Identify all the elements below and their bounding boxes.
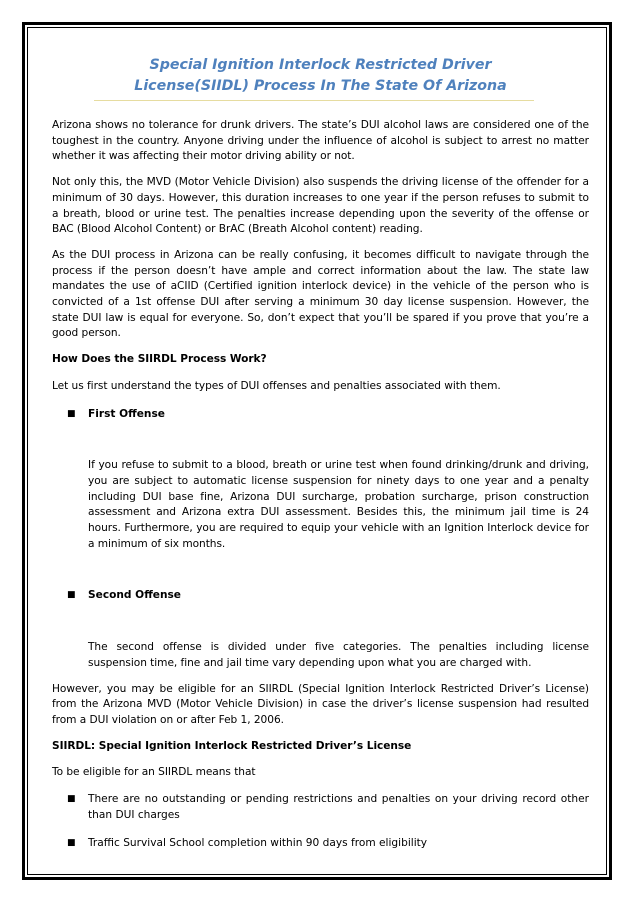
bullet-first-offense [52,407,589,423]
bullet-first-offense-label: First Offense [88,407,165,420]
paragraph-mvd: Not only this, the MVD (Motor Vehicle Division) also suspends the driving license of the offender for a minimum of 30 days. However, this duration increases to one year if the person refuses to submit to a breath, blood or urine test. The penalties increase depending upon the severity of the offense or BAC (Blood Alcohol Content) or BrAC (Breath Alcohol content) reading. [52,176,589,236]
paragraph-eligible-means: To be eligible for an SIIRDL means that [52,766,256,779]
document-title [52,55,589,100]
bullet-square-icon: ■ [67,837,76,848]
bullet-no-restrictions-text: There are no outstanding or pending restrictions and penalties on your driving record other than DUI charges [88,793,589,821]
paragraph-dui-process: As the DUI process in Arizona can be really confusing, it becomes difficult to navigate through the process if the person doesn’t have ample and correct information about the law. The state law mandates the use of aCIID (Certified ignition interlock device) in the vehicle of the person who is convicted of a 1st offense DUI after serving a minimum 30 day license suspension. However, the state DUI law is equal for everyone. So, don’t expect that you’ll be spared if you prove that you’re a good person. [52,248,589,340]
bullet-traffic-school-text: Traffic Survival School completion within 90 days from eligibility [88,836,428,849]
heading-siirdl-process: How Does the SIIRDL Process Work? [52,353,267,366]
bullet-square-icon: ■ [67,408,76,419]
bullet-second-offense [52,588,589,604]
paragraph-offense-types: Let us first understand the types of DUI offenses and penalties associated with them. [52,379,501,392]
bullet-square-icon: ■ [67,590,76,601]
title-underline [94,100,534,101]
paragraph-siirdl-eligibility: However, you may be eligible for an SIIRDL (Special Ignition Interlock Restricted Driver’s License) from the Arizona MVD (Motor Vehicle Division) in case the driver’s license suspension had resulted from a DUI violation on or after Feb 1, 2006. [52,682,589,726]
heading-siirdl-definition: SIIRDL: Special Ignition Interlock Restricted Driver’s License [52,739,412,752]
bullet-square-icon: ■ [67,794,76,805]
bullet-traffic-school [52,836,589,852]
paragraph-second-offense: The second offense is divided under five categories. The penalties including license suspension time, fine and jail time vary depending upon what you are charged with. [88,641,589,669]
document-body [52,55,589,851]
title-line-1: Special Ignition Interlock Restricted Driver [149,57,492,73]
bullet-no-restrictions [52,792,589,823]
title-line-2: License(SIIDL) Process In The State Of Arizona [134,78,507,94]
paragraph-first-offense: If you refuse to submit to a blood, breath or urine test when found drinking/drunk and driving, you are subject to automatic license suspension for ninety days to one year and a penalty including DUI base fine, Arizona DUI surcharge, probation surcharge, prison construction assessment and Arizona extra DUI assessment. Besides this, the minimum jail time is 24 hours. Furthermore, you are required to equip your vehicle with an Ignition Interlock device for a minimum of six months. [88,459,589,550]
paragraph-intro: Arizona shows no tolerance for drunk drivers. The state’s DUI alcohol laws are considered one of the toughest in the country. Anyone driving under the influence of alcohol is subject to arrest no matter whether it was affecting their motor driving ability or not. [52,119,589,163]
bullet-second-offense-label: Second Offense [88,589,181,602]
